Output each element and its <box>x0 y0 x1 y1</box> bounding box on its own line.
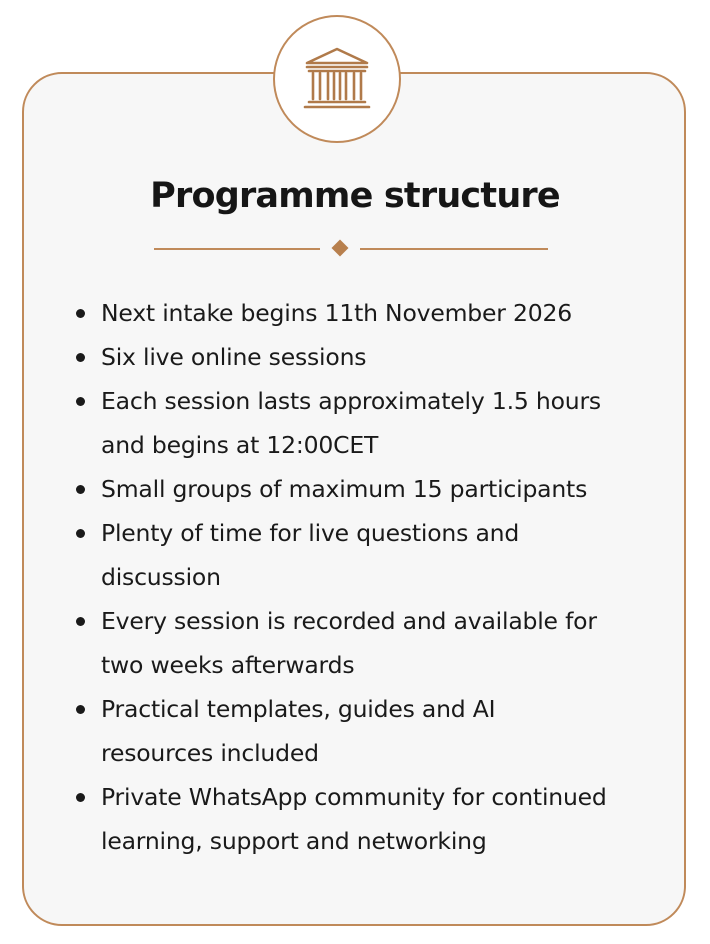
list-item <box>0 379 710 467</box>
list-item <box>0 335 710 379</box>
list-item-line: Every session is recorded and available for <box>101 607 597 635</box>
bullet-icon <box>76 793 85 802</box>
list-item-line: Six live online sessions <box>101 343 367 371</box>
list-item-line: Plenty of time for live questions and <box>101 519 520 547</box>
bullet-icon <box>76 397 85 406</box>
list-item-line: two weeks afterwards <box>101 651 355 679</box>
list-item-line: Each session lasts approximately 1.5 hours <box>101 387 601 415</box>
diamond-icon <box>332 240 349 257</box>
list-item-line: learning, support and networking <box>101 827 487 855</box>
bullet-icon <box>76 485 85 494</box>
classical-building-icon <box>301 43 373 115</box>
list-item <box>0 467 710 511</box>
emblem-badge <box>273 15 401 143</box>
list-item <box>0 599 710 687</box>
ornament-divider <box>154 240 548 258</box>
list-item-line: Small groups of maximum 15 participants <box>101 475 588 503</box>
list-item <box>0 511 710 599</box>
bullet-icon <box>76 309 85 318</box>
programme-details-list <box>0 291 710 863</box>
list-item-line: discussion <box>101 563 221 591</box>
list-item-line: Practical templates, guides and AI <box>101 695 496 723</box>
bullet-icon <box>76 705 85 714</box>
list-item-line: and begins at 12:00CET <box>101 431 379 459</box>
divider-line-right <box>360 248 548 250</box>
bullet-icon <box>76 617 85 626</box>
list-item <box>0 775 710 863</box>
bullet-icon <box>76 353 85 362</box>
list-item-line: Private WhatsApp community for continued <box>101 783 607 811</box>
divider-line-left <box>154 248 320 250</box>
list-item <box>0 291 710 335</box>
bullet-icon <box>76 529 85 538</box>
list-item-line: resources included <box>101 739 319 767</box>
list-item-line: Next intake begins 11th November 2026 <box>101 299 572 327</box>
page-title: Programme structure <box>150 176 560 216</box>
list-item <box>0 687 710 775</box>
